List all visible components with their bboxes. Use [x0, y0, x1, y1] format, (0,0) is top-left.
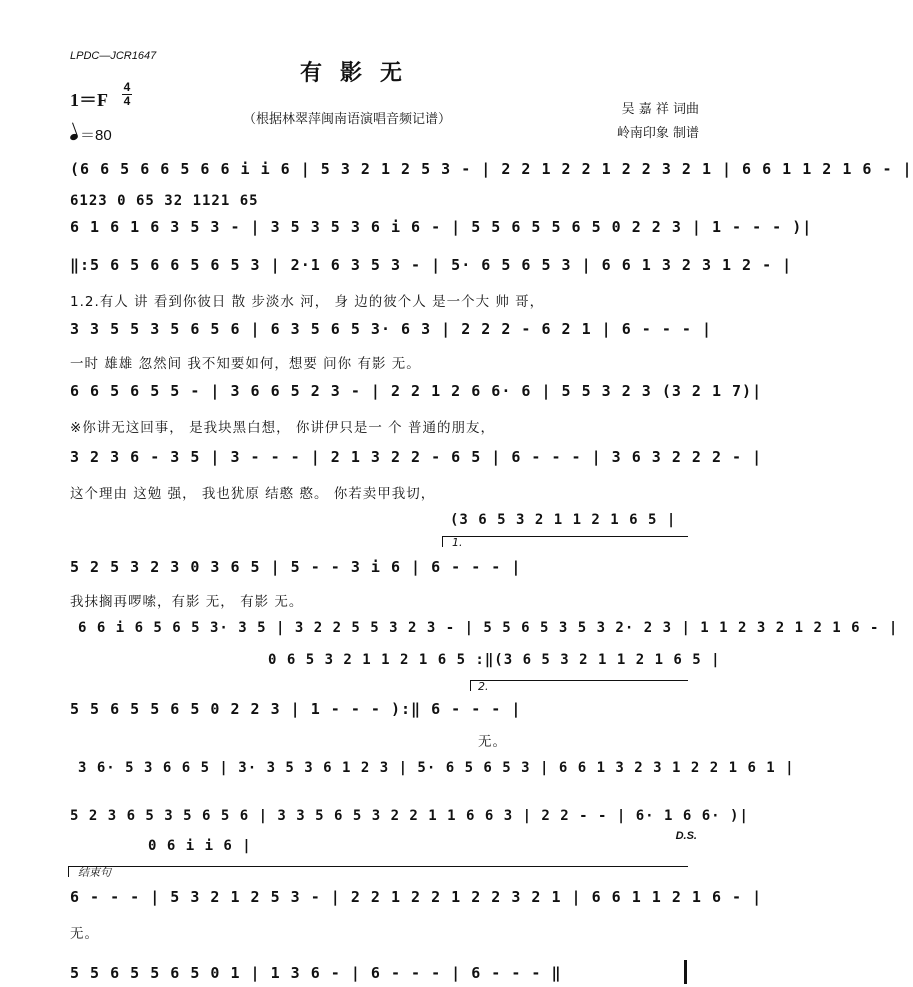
lyric-line: 无。 [478, 734, 507, 750]
time-signature [122, 82, 132, 108]
lyric-line: 无。 [70, 926, 99, 942]
notation-row: 0 6 5 3 2 1 1 2 1 6 5 :‖(3 6 5 3 2 1 1 2 1 6 5 | [268, 652, 721, 668]
notation-row: 3 3 5 5 3 5 6 5 6 | 6 3 5 6 5 3· 6 3 | 2 2 2 - 6 2 1 | 6 - - - | [70, 320, 712, 338]
notation-row: 6123 0 65 32 1121 65 [70, 193, 259, 209]
lyricist-composer: 吴 嘉 祥 词曲 [621, 102, 699, 117]
key-signature: 1＝F [70, 90, 108, 110]
lyric-line: 一时 雄雄 忽然间 我不知要如何，想要 问你 有影 无。 [70, 356, 421, 372]
lyric-line: 我抹搁再啰嗦，有影 无， 有影 无。 [70, 594, 304, 610]
notation-row: 6 - - - | 5 3 2 1 2 5 3 - | 2 2 1 2 2 1 2 2 3 2 1 | 6 6 1 1 2 1 6 - | [70, 888, 763, 906]
first-ending-label: 1. [452, 536, 463, 549]
lyric-line: 这个理由 这勉 强， 我也犹原 结憨 憨。 你若卖甲我切， [70, 486, 436, 502]
arranger: 岭南印象 制谱 [616, 126, 699, 141]
notation-row: ‖:5 6 5 6 6 5 6 5 3 | 2·1 6 3 5 3 - | 5· 6 5 6 5 3 | 6 6 1 3 2 3 1 2 - | [70, 256, 793, 274]
notation-row: 3 6· 5 3 6 6 5 | 3· 3 5 3 6 1 2 3 | 5· 6 5 6 5 3 | 6 6 1 3 2 3 1 2 2 1 6 1 | [78, 760, 795, 776]
second-ending-bracket [470, 680, 688, 691]
second-ending-label: 2. [478, 680, 489, 693]
notation-row: 0 6 i i 6 | [148, 838, 252, 854]
notation-row: 6 6 5 6 5 5 - | 3 6 6 5 2 3 - | 2 2 1 2 6 6· 6 | 5 5 3 2 3 (3 2 1 7)| [70, 382, 763, 400]
notation-row: 5 2 3 6 5 3 5 6 5 6 | 3 3 5 6 5 3 2 2 1 1 6 6 3 | 2 2 - - | 6· 1 6 6· )| [70, 808, 749, 824]
dal-segno-mark: D.S. [675, 830, 697, 842]
notation-row: 5 5 6 5 5 6 5 0 2 2 3 | 1 - - - ):‖ 6 - - - | [70, 700, 522, 718]
notation-row: 5 5 6 5 5 6 5 0 1 | 1 3 6 - | 6 - - - | 6 - - - ‖ [70, 964, 562, 982]
notation-row: 5 2 5 3 2 3 0 3 6 5 | 5 - - 3 i 6 | 6 - - - | [70, 558, 522, 576]
coda-bracket [68, 866, 688, 877]
lyric-line: 1.2.有人 讲 看到你彼日 散 步淡水 河， 身 边的彼个人 是一个大 帅 哥， [70, 294, 545, 310]
tempo-marking [70, 124, 112, 145]
lyric-line: ※你讲无这回事， 是我块黑白想， 你讲伊只是一 个 普通的朋友， [70, 420, 495, 436]
notation-row: 6 6 i 6 5 6 5 3· 3 5 | 3 2 2 5 5 3 2 3 - | 5 5 6 5 3 5 3 2· 2 3 | 1 1 2 3 2 1 2 1 6 - | [78, 620, 899, 636]
tempo-value: ＝80 [80, 127, 112, 144]
quarter-note-icon [69, 133, 79, 141]
notation-row: (6 6 5 6 6 5 6 6 i i 6 | 5 3 2 1 2 5 3 - | 2 2 1 2 2 1 2 2 3 2 1 | 6 6 1 1 2 1 6 - | [70, 160, 913, 178]
meter-bottom: 4 [123, 94, 131, 108]
song-title: 有影无 [300, 60, 421, 86]
meter-top: 4 [123, 80, 131, 94]
final-barline [684, 960, 687, 984]
notation-row: 3 2 3 6 - 3 5 | 3 - - - | 2 1 3 2 2 - 6 5 | 6 - - - | 3 6 3 2 2 2 - | [70, 448, 763, 466]
coda-label: 结束句 [78, 866, 111, 879]
subtitle: （根据林翠萍闽南语演唱音频记谱） [243, 112, 452, 127]
notation-row: 6 1 6 1 6 3 5 3 - | 3 5 3 5 3 6 i 6 - | 5 5 6 5 5 6 5 0 2 2 3 | 1 - - - )| [70, 218, 813, 236]
first-ending-bracket [442, 536, 688, 547]
score-code: LPDC—JCR1647 [70, 50, 157, 62]
notation-row: (3 6 5 3 2 1 1 2 1 6 5 | [450, 512, 677, 528]
